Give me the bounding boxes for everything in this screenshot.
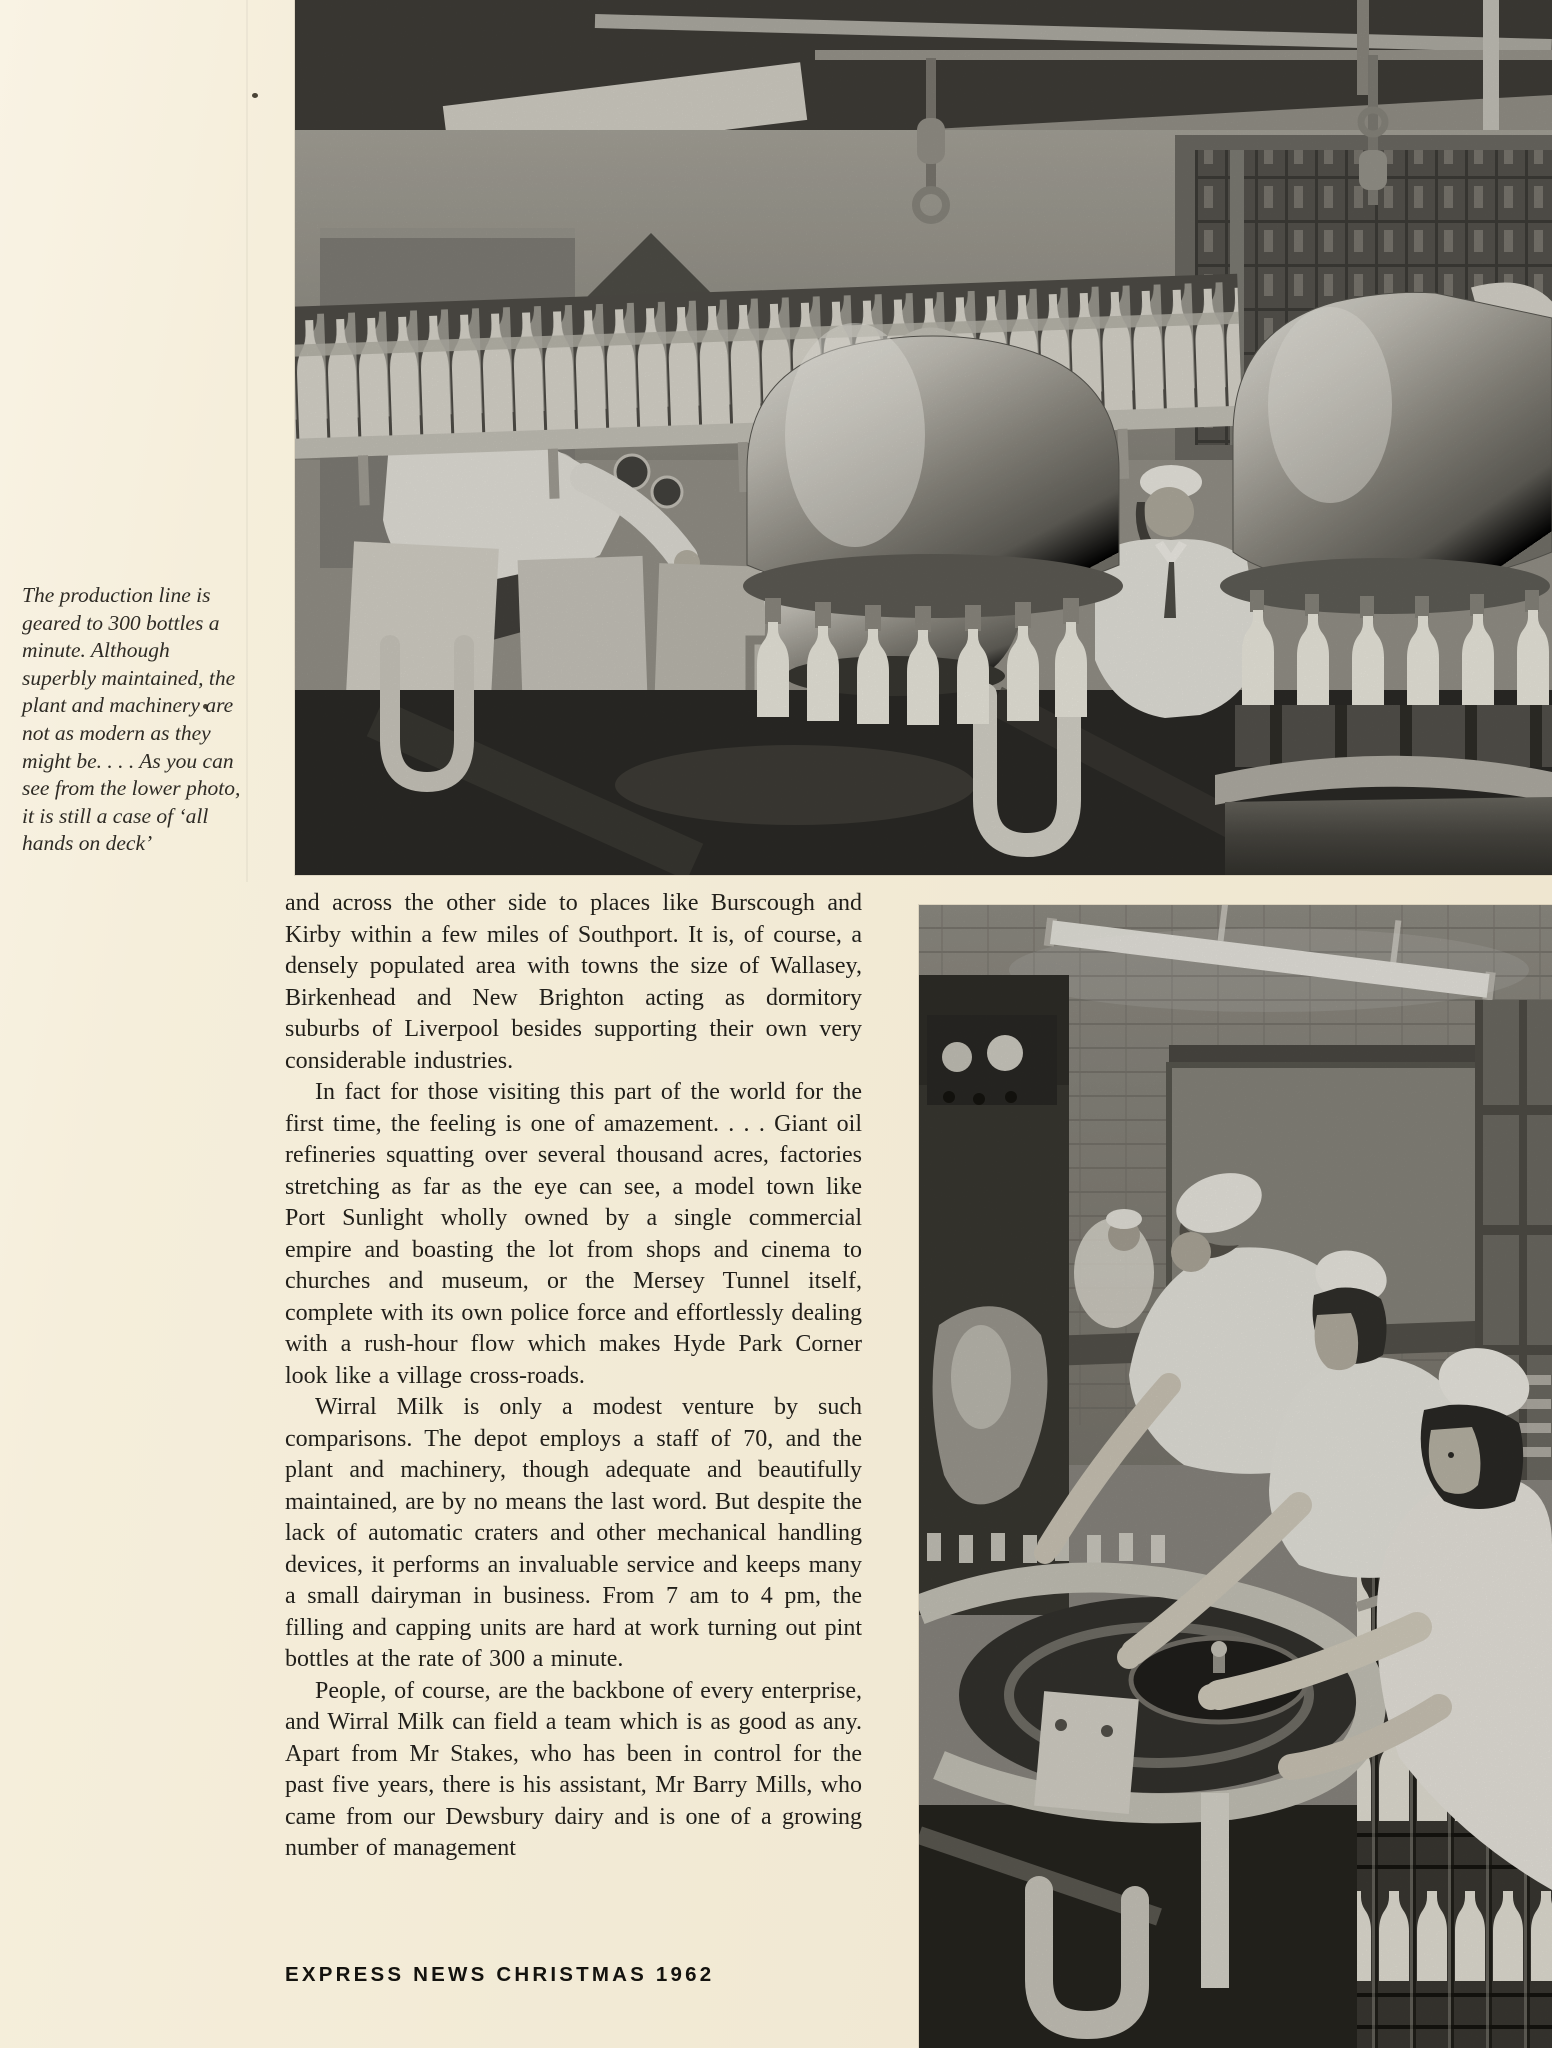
bottom-photo-hand-filling-line	[919, 905, 1552, 2048]
article-paragraph: In fact for those visiting this part of the world for the first time, the feeling is one of amazement. . . . Giant oil refineries squatting over several thousand acres, factories stretching as far as the eye can see, a model town like Port Sunlight wholly owned by a single commercial empire and boasting the lot from shops and cinema to churches and museum, or the Mersey Tunnel itself, complete with its own police force and effortlessly dealing with a rush-hour flow which makes Hyde Park Corner look like a village cross-roads.	[285, 1079, 862, 1389]
bottom-photo-illustration	[919, 905, 1552, 2048]
ink-speck	[252, 93, 258, 98]
article-paragraph: Wirral Milk is only a modest venture by such comparisons. The depot employs a staff of 70, and the plant and machinery, though adequate and beautifully maintained, are by no means the last word. But despite the lack of automatic craters and other mechanical handling devices, it performs an invaluable service and keeps many a small dairyman in business. From 7 am to 4 pm, the filling and capping units are hard at work turning out pint bottles at the rate of 300 a minute.	[285, 1394, 862, 1672]
photo-caption: The production line is geared to 300 bottles a minute. Although superbly maintained, the plant and machinery are not as modern as they might be. . . . As you can see from the lower photo, it is still a case of ‘all hands on deck’	[22, 583, 241, 856]
top-photo-illustration	[295, 0, 1552, 875]
article-column	[285, 888, 862, 1865]
article-paragraph: People, of course, are the backbone of every enterprise, and Wirral Milk can field a team which is as good as any. Apart from Mr Stakes, who has been in control for the past five years, there is his assistant, Mr Barry Mills, who came from our Dewsbury dairy and is one of a growing number of management	[285, 1677, 862, 1861]
footer-credit: EXPRESS NEWS CHRISTMAS 1962	[285, 1963, 715, 1986]
article-paragraph: and across the other side to places like Burscough and Kirby within a few miles of Southport. It is, of course, a densely populated area with towns the size of Wallasey, Birkenhead and New Brighton acting as dormitory suburbs of Liverpool besides supporting their own very considerable industries.	[285, 890, 862, 1074]
top-photo-bottling-hall	[295, 0, 1552, 875]
